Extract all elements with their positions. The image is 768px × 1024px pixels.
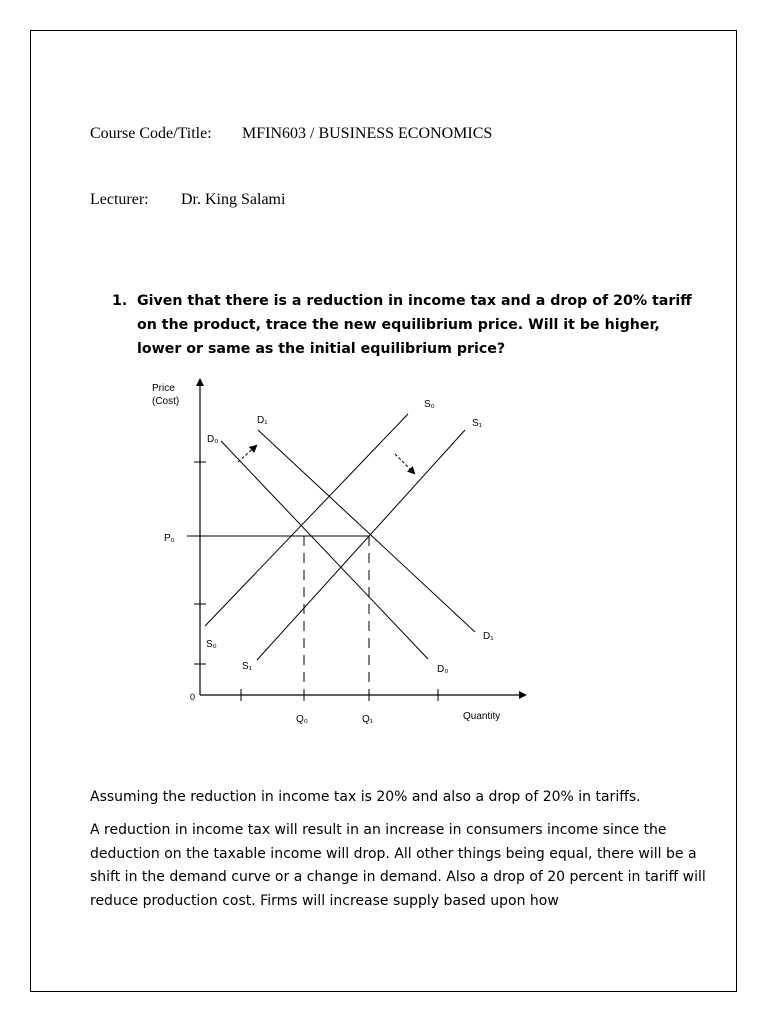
p0-label: P₀: [164, 533, 175, 544]
s0-top-label: S₀: [424, 399, 435, 410]
supply-shift-arrow: [395, 454, 414, 473]
paragraph-1: Assuming the reduction in income tax is 20% and also a drop of 20% in tariffs.: [90, 789, 641, 805]
demand-curve-d1: [258, 430, 475, 632]
supply-curve-s0: [205, 414, 408, 626]
course-label: Course Code/Title:: [90, 125, 212, 142]
d0-top-label: D₀: [207, 434, 219, 445]
d1-top-label: D₁: [257, 415, 268, 426]
paragraph-2: A reduction in income tax will result in an increase in consumers income since the deduction on the taxable income will drop. All other things being equal, there will be a shift in the demand curve or a change in demand. Also a drop of 20 percent in tariff will reduce production cost. Firms will increase supply based upon how: [90, 822, 706, 909]
demand-curve-d0: [221, 441, 428, 659]
d0-bottom-label: D₀: [437, 664, 449, 675]
lecturer-label: Lecturer:: [90, 191, 149, 208]
s1-bottom-label: S₁: [242, 661, 253, 672]
course-title: MFIN603 / BUSINESS ECONOMICS: [242, 125, 493, 142]
question-number: 1.: [112, 293, 128, 309]
question-1: [112, 289, 692, 361]
x-axis-label: Quantity: [463, 711, 501, 722]
y-axis-label: Price: [152, 383, 175, 394]
question-text: Given that there is a reduction in income tax and a drop of 20% tariff on the product, trace the new equilibrium price. Will it be higher, lower or same as the initial equilibrium price?: [137, 293, 692, 357]
origin-label: 0: [190, 692, 196, 702]
lecturer-name: Dr. King Salami: [181, 191, 286, 208]
q0-label: Q₀: [296, 714, 308, 725]
supply-demand-graph: [140, 370, 540, 740]
s0-bottom-label: S₀: [206, 639, 217, 650]
demand-shift-arrow: [238, 446, 256, 462]
supply-curve-s1: [257, 430, 465, 660]
q1-label: Q₁: [362, 714, 374, 725]
d1-bottom-label: D₁: [483, 631, 494, 642]
y-axis-label-cost: (Cost): [152, 396, 180, 407]
s1-top-label: S₁: [472, 418, 483, 429]
